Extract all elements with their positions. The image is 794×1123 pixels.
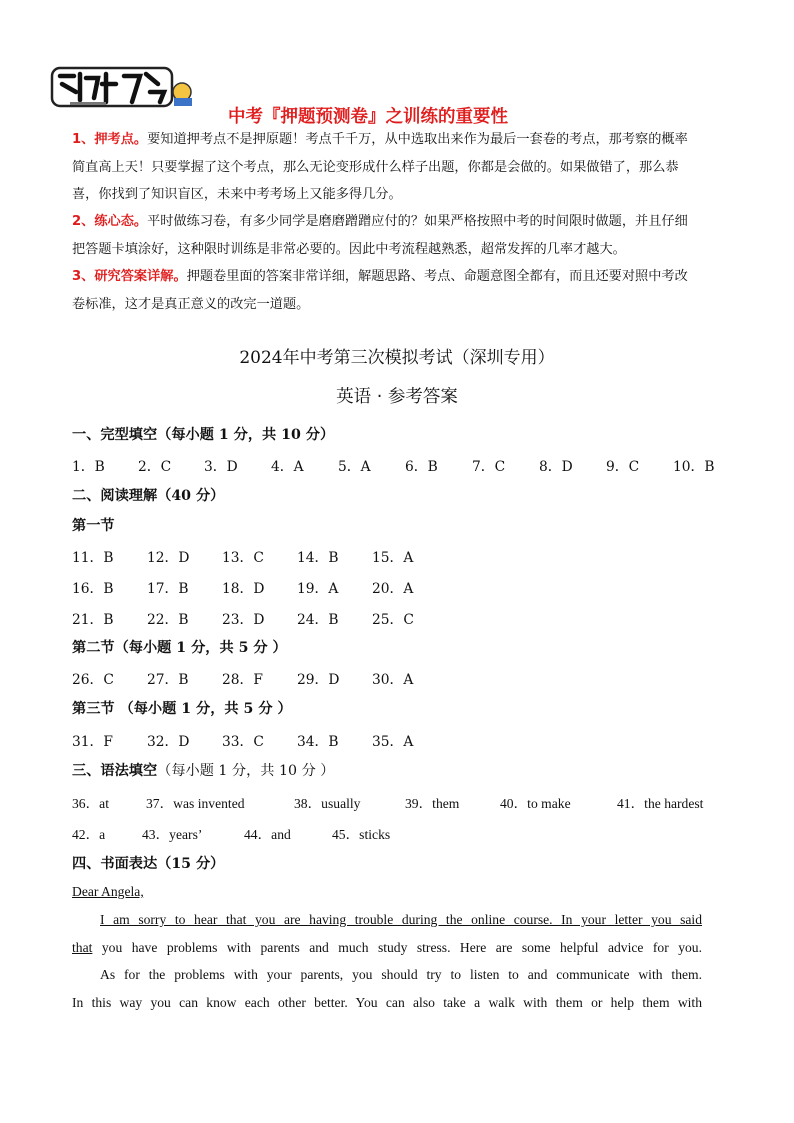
tip-2 xyxy=(72,208,732,263)
answer: 38．usually xyxy=(294,796,361,811)
letter-p2-line-1: As for the problems with your parents, you should try to listen to and communicate with them. xyxy=(100,967,702,983)
answer: 33．C xyxy=(222,734,264,750)
answer: 8．D xyxy=(539,459,573,475)
answer: 22．B xyxy=(147,612,189,628)
letter-p1-underlined-end: that xyxy=(72,939,93,955)
answer: 43．years’ xyxy=(142,827,203,842)
section-grammar-label: 三、语法填空 xyxy=(72,763,158,779)
tip-3-line-1: 押题卷里面的答案非常详细，解题思路、考点、命题意图全都有，而且还要对照中考改 xyxy=(186,269,688,284)
answer: 16．B xyxy=(72,581,114,597)
sample-letter xyxy=(72,878,702,1017)
section-grammar xyxy=(72,760,334,780)
answer-subtitle: 英语 · 参考答案 xyxy=(336,387,458,407)
tip-1 xyxy=(72,126,732,209)
tip-1-line-2: 简直高上天！只要掌握了这个考点，那么无论变形成什么样子出题，你都是会做的。如果做错了，那么恭 xyxy=(72,159,679,175)
section-cloze xyxy=(72,424,334,444)
answer: 12．D xyxy=(147,550,190,566)
answer: 4．A xyxy=(271,459,304,475)
letter-p1-rest: you have problems with parents and much study stress. Here are some helpful advice for you. xyxy=(92,939,702,955)
tip-1-head: 1、押考点。 xyxy=(72,132,148,147)
answer: 3．D xyxy=(204,459,238,475)
part-2-label: 第二节（每小题 1 分，共 5 分 ） xyxy=(72,640,287,656)
answer: 9．C xyxy=(606,459,640,475)
section-reading xyxy=(72,485,224,505)
answer: 28．F xyxy=(222,672,263,688)
section-reading-label: 二、阅读理解（40 分） xyxy=(72,488,225,504)
tip-2-head: 2、练心态。 xyxy=(72,214,148,229)
answer: 32．D xyxy=(147,734,190,750)
answer: 27．B xyxy=(147,672,189,688)
answer: 31．F xyxy=(72,734,113,750)
answer: 21．B xyxy=(72,612,114,628)
answer: 11．B xyxy=(72,550,114,566)
answer: 44．and xyxy=(244,827,291,842)
answer: 10．B xyxy=(673,459,715,475)
answer: 15．A xyxy=(372,550,414,566)
answer: 25．C xyxy=(372,612,414,628)
part-3-label: 第三节 （每小题 1 分，共 5 分 ） xyxy=(72,701,292,717)
tip-3-head: 3、研究答案详解。 xyxy=(72,269,187,284)
answer: 40．to make xyxy=(500,796,571,811)
part-2 xyxy=(72,637,287,657)
answer: 13．C xyxy=(222,550,264,566)
answer: 5．A xyxy=(338,459,371,475)
answer: 17．B xyxy=(147,581,189,597)
answer: 41．the hardest xyxy=(617,796,704,811)
section-writing xyxy=(72,853,224,873)
tip-2-line-1: 平时做练习卷，有多少同学是磨磨蹭蹭应付的？如果严格按照中考的时间限时做题，并且仔细 xyxy=(147,214,688,229)
exam-title: 2024年中考第三次模拟考试（深圳专用） xyxy=(239,348,555,368)
answer: 26．C xyxy=(72,672,114,688)
answer: 7．C xyxy=(472,459,506,475)
tip-3-line-2: 卷标准，这才是真正意义的改完一道题。 xyxy=(72,296,310,312)
letter-p1-underlined: I am sorry to hear that you are having trouble during the online course. In your letter you said xyxy=(100,911,702,927)
answer: 19．A xyxy=(297,581,339,597)
letter-p2-line-2: In this way you can know each other better. You can also take a walk with them or help them with xyxy=(72,995,702,1011)
answer: 14．B xyxy=(297,550,339,566)
part-1-label: 第一节 xyxy=(72,518,115,534)
answer: 37．was invented xyxy=(146,796,245,811)
answer: 42．a xyxy=(72,827,106,842)
answer: 30．A xyxy=(372,672,414,688)
answer: 23．D xyxy=(222,612,265,628)
tip-3 xyxy=(72,263,732,318)
answer: 35．A xyxy=(372,734,414,750)
section-cloze-label: 一、完型填空（每小题 1 分，共 10 分） xyxy=(72,427,335,443)
tip-1-line-1: 要知道押考点不是押原题！考点千千万，从中选取出来作为最后一套卷的考点，那考察的概率 xyxy=(147,132,688,147)
tip-2-line-2: 把答题卡填涂好，这种限时训练是非常必要的。因此中考流程越熟悉，超常发挥的几率才越大。 xyxy=(72,241,626,257)
answer: 36．at xyxy=(72,796,109,811)
answer: 45．sticks xyxy=(332,827,391,842)
part-3 xyxy=(72,698,292,718)
letter-greeting: Dear Angela, xyxy=(72,884,144,899)
section-grammar-note: （每小题 1 分，共 10 分 ） xyxy=(157,763,335,779)
part-1 xyxy=(72,515,115,535)
answer: 1．B xyxy=(72,459,105,475)
answer: 18．D xyxy=(222,581,265,597)
answer: 34．B xyxy=(297,734,339,750)
answer: 39．them xyxy=(405,796,460,811)
answer: 29．D xyxy=(297,672,340,688)
answer: 2．C xyxy=(138,459,172,475)
answer: 24．B xyxy=(297,612,339,628)
banner-title: 中考『押题预测卷』之训练的重要性 xyxy=(228,107,508,127)
section-writing-label: 四、书面表达（15 分） xyxy=(72,856,225,872)
answer: 6．B xyxy=(405,459,438,475)
tip-1-line-3: 喜，你找到了知识盲区，未来中考考场上又能多得几分。 xyxy=(72,187,402,202)
logo-image xyxy=(50,62,200,112)
answer: 20．A xyxy=(372,581,414,597)
